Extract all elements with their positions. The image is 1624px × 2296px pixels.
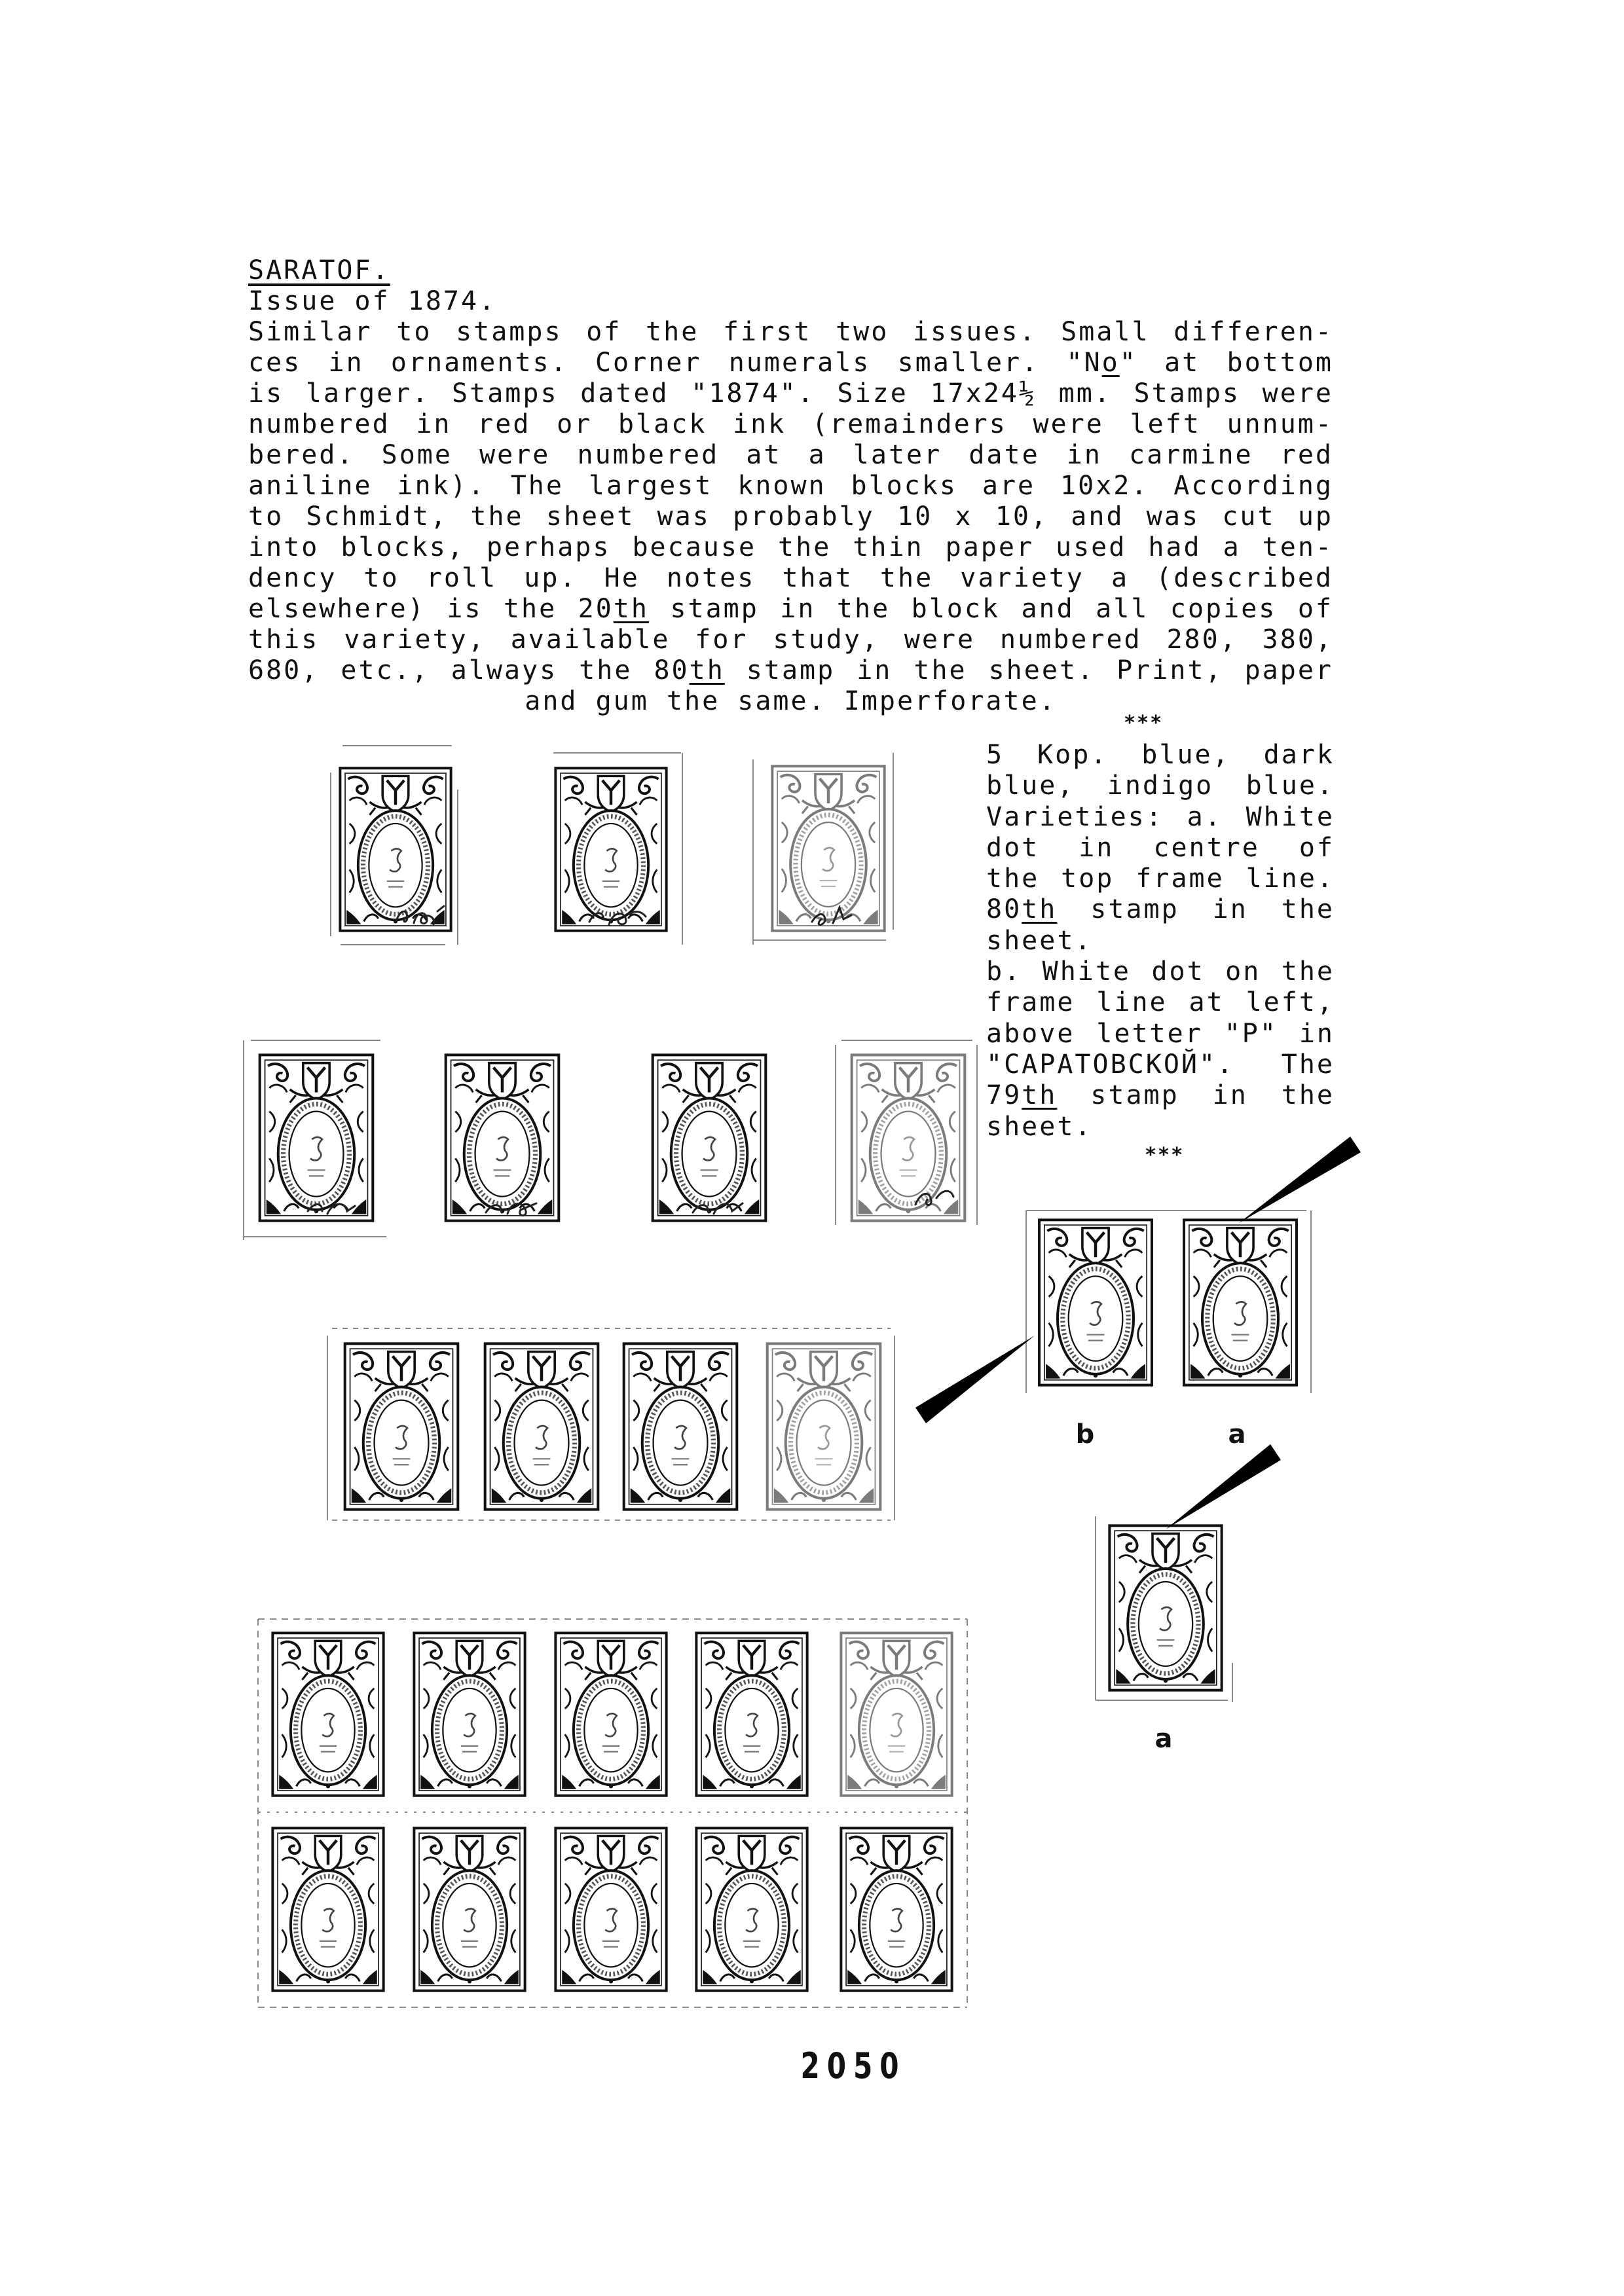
stamp: [653, 1055, 766, 1220]
stamp: [414, 1828, 525, 1990]
note-text: 80: [986, 894, 1022, 925]
figure-label-b: b: [1075, 1419, 1095, 1449]
body-text-underlined: th: [689, 655, 725, 685]
body-text: elsewhere) is the 20: [248, 594, 614, 624]
figure-label-a: a: [1228, 1419, 1246, 1449]
note-text: b. White dot on the: [986, 957, 1335, 987]
note-text: sheet.: [986, 925, 1093, 956]
note-text: frame line at left,: [986, 987, 1335, 1018]
note-text-underlined: th: [1022, 894, 1058, 925]
stamp: [555, 768, 666, 930]
stamp: [345, 1343, 458, 1509]
note-text: stamp in the: [1057, 1080, 1335, 1111]
body-text: bered. Some were numbered at a later date in carmine red: [248, 440, 1333, 470]
stamp-variety-a-single: [1109, 1525, 1221, 1690]
stamp: [772, 766, 884, 930]
stamp: [272, 1633, 383, 1795]
issue-subtitle: Issue of 1874.: [248, 286, 497, 316]
stamp: [555, 1633, 666, 1795]
pointer-arrow: [915, 1336, 1035, 1423]
body-text: is larger. Stamps dated "1874". Size 17x24½ mm. Stamps were: [248, 378, 1333, 409]
note-text: "CAPATOBCKOЙ". The: [986, 1049, 1335, 1080]
body-text: dency to roll up. He notes that the variety a (described: [248, 563, 1333, 593]
note-text: blue, indigo blue.: [986, 771, 1335, 801]
body-text: ces in ornaments. Corner numerals smaller. "N: [248, 348, 1102, 378]
stamp: [555, 1828, 666, 1990]
stamp: [624, 1343, 737, 1509]
stamp: [767, 1343, 881, 1509]
note-text: Varieties: a. White: [986, 801, 1335, 832]
stamp: [841, 1633, 951, 1795]
page-number: 2050: [800, 2045, 906, 2086]
body-text: aniline ink). The largest known blocks are 10x2. According: [248, 471, 1333, 501]
note-text: 79: [986, 1080, 1022, 1111]
note-text: sheet.: [986, 1111, 1093, 1142]
stamp-variety-a: [1184, 1220, 1297, 1385]
stamp: [852, 1055, 965, 1220]
stamp: [272, 1828, 383, 1990]
stamp: [446, 1055, 559, 1220]
body-text: stamp in the block and all copies of: [648, 594, 1333, 624]
note-text-underlined: th: [1022, 1080, 1058, 1111]
body-text-underlined: th: [613, 594, 649, 624]
body-text: to Schmidt, the sheet was probably 10 x 10, and was cut up: [248, 501, 1333, 532]
note-text: the top frame line.: [986, 864, 1335, 894]
body-text: Similar to stamps of the first two issues. Small differen-: [248, 317, 1333, 347]
separator-asterisks: ***: [1124, 712, 1164, 735]
note-text: dot in centre of: [986, 832, 1335, 863]
pointer-arrow: [1166, 1444, 1281, 1529]
stamp: [340, 768, 451, 930]
separator-asterisks: ***: [1145, 1144, 1185, 1167]
stamp: [696, 1633, 807, 1795]
stamp: [696, 1828, 807, 1990]
note-text: stamp in the: [1057, 894, 1335, 925]
body-text-underlined: o: [1101, 348, 1120, 378]
section-title: SARATOF.: [248, 255, 390, 285]
body-text: stamp in the sheet. Print, paper: [724, 655, 1333, 685]
stamp: [260, 1055, 373, 1220]
body-text: numbered in red or black ink (remainders were left unnum-: [248, 409, 1333, 439]
note-text: 5 Kop. blue, dark: [986, 740, 1335, 770]
body-text: and gum the same. Imperforate.: [525, 686, 1057, 716]
stamp: [485, 1343, 599, 1509]
stamp-variety-b: [1039, 1220, 1152, 1385]
body-text: " at bottom: [1119, 348, 1333, 378]
figure-label-a-single: a: [1154, 1724, 1173, 1754]
stamp: [841, 1828, 951, 1990]
stamp: [414, 1633, 525, 1795]
note-text: above letter "P" in: [986, 1018, 1335, 1049]
body-text: into blocks, perhaps because the thin paper used had a ten-: [248, 532, 1333, 562]
body-text: this variety, available for study, were numbered 280, 380,: [248, 625, 1333, 655]
body-text: 680, etc., always the 80: [248, 655, 690, 685]
